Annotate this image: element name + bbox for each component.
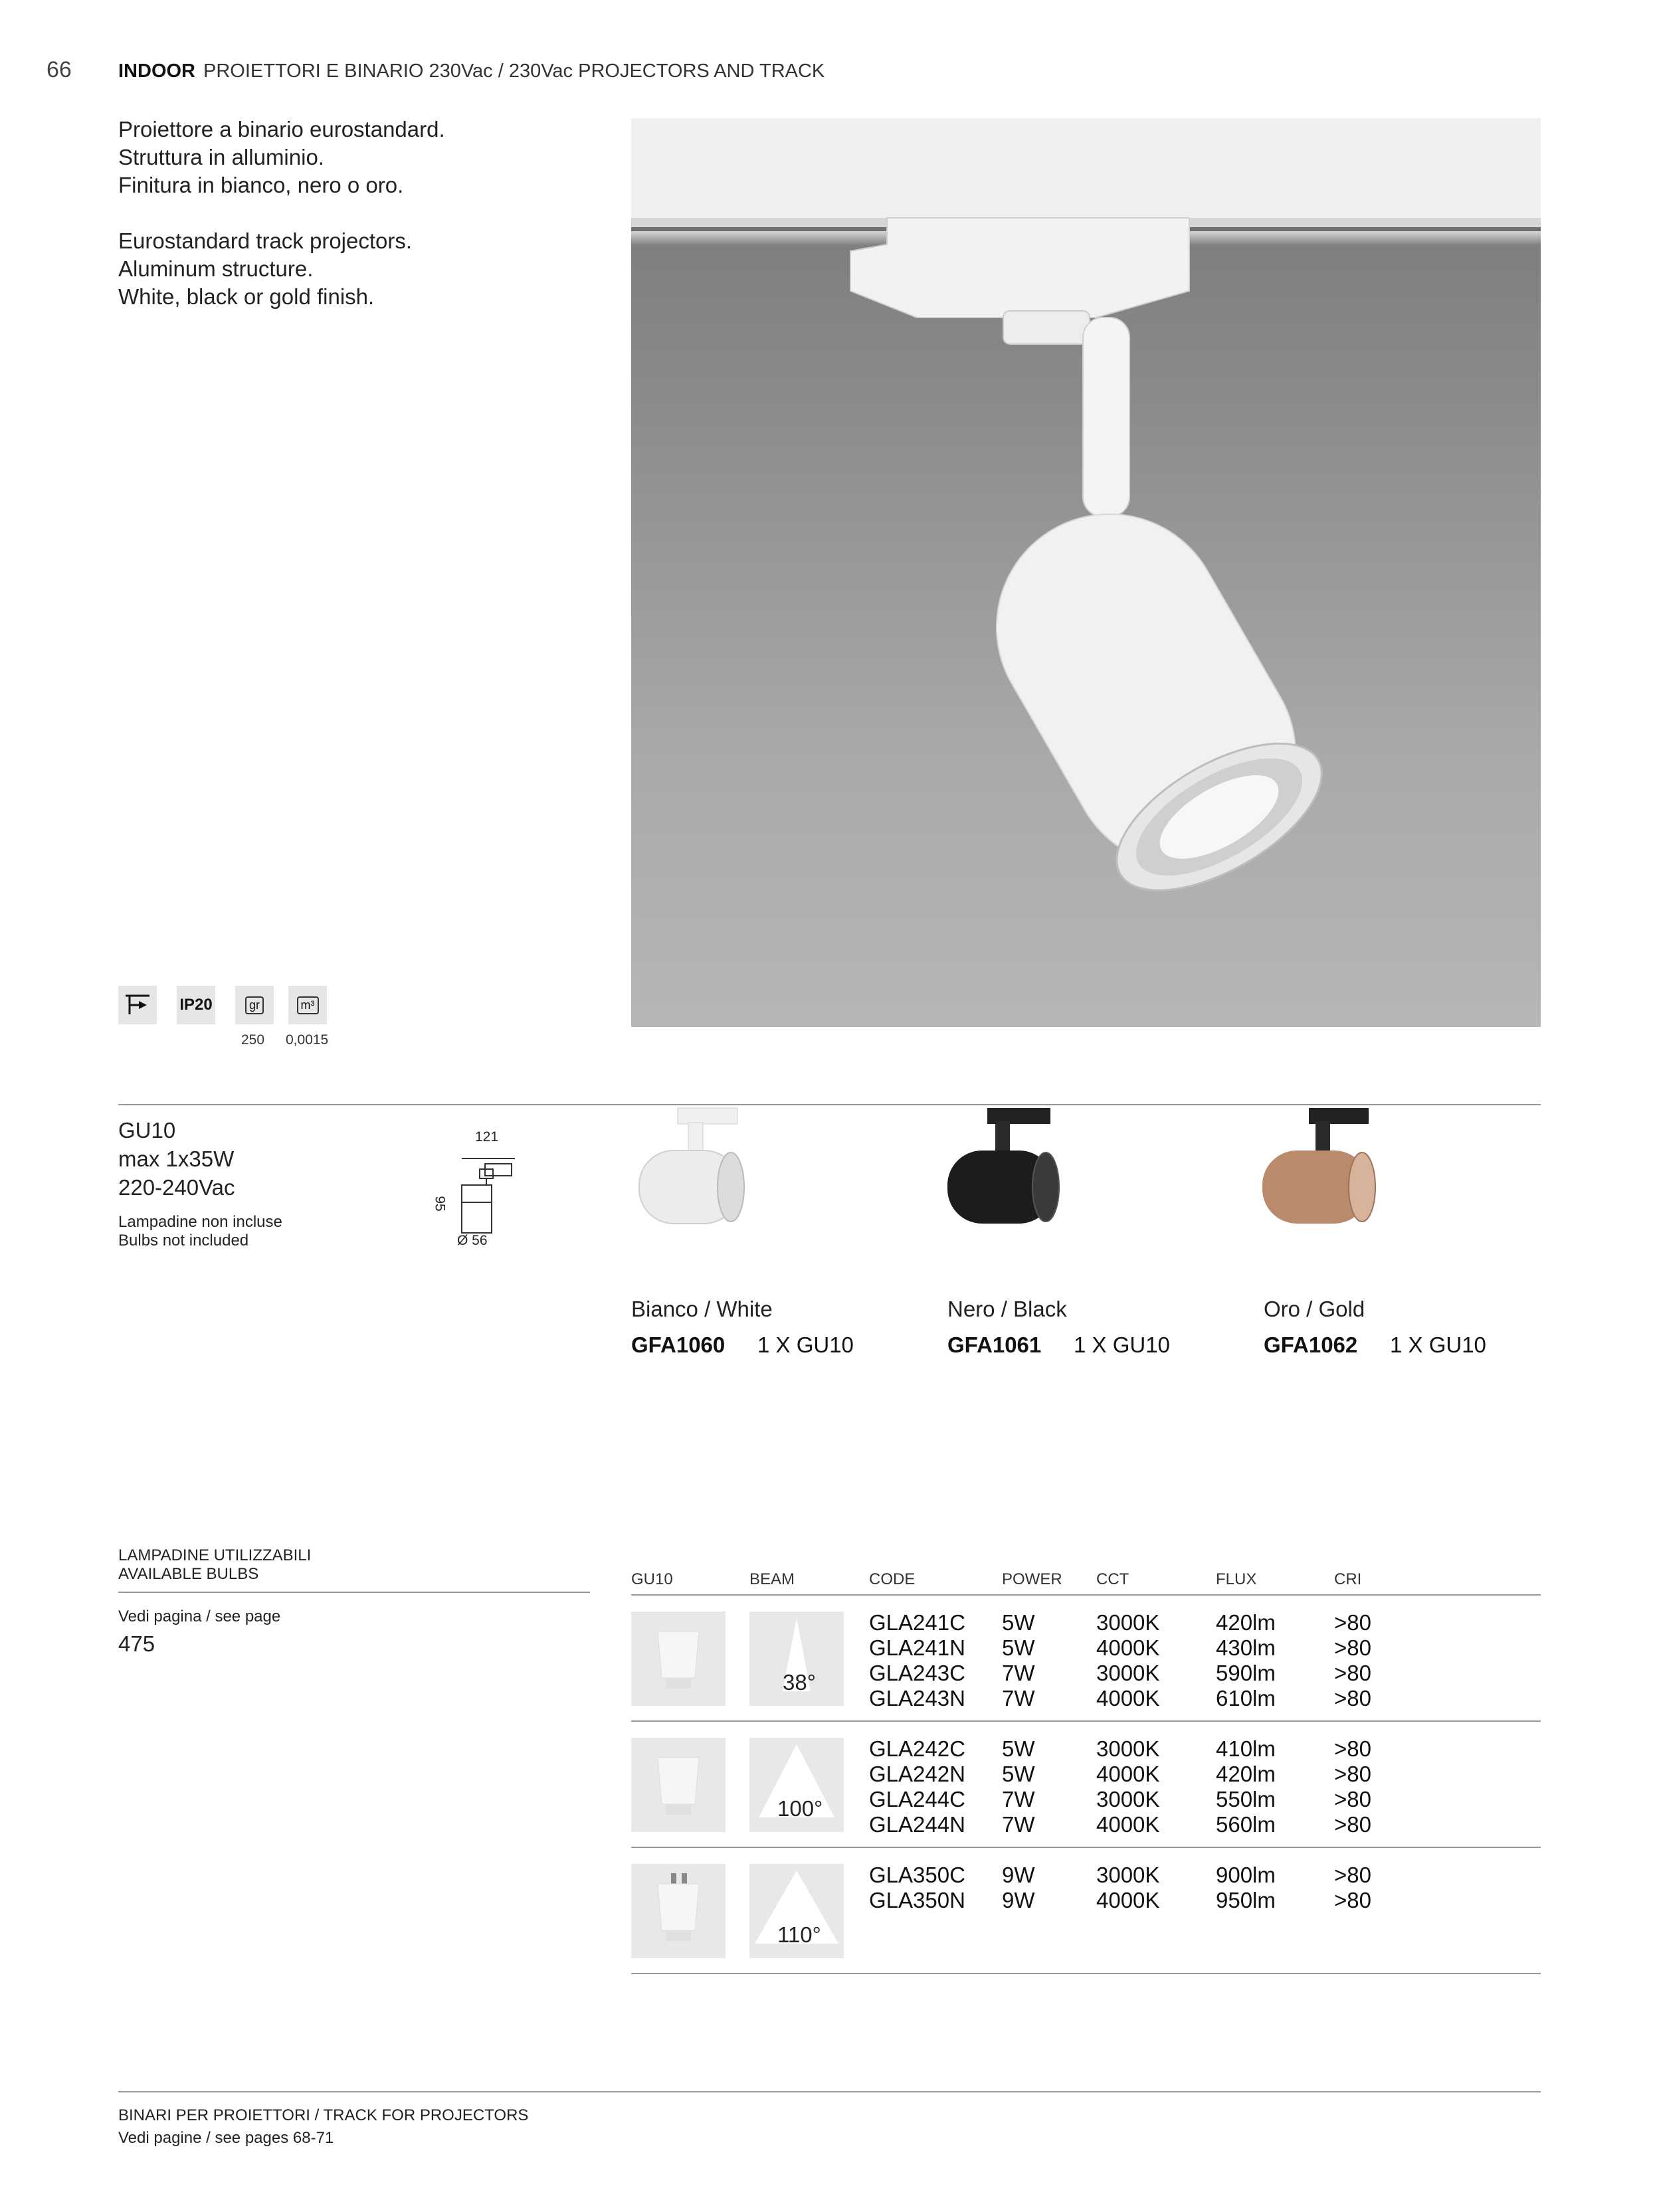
bulb-code: GLA244N [869,1812,965,1837]
weight-value: 250 [241,1032,265,1048]
bulb-cri: >80 [1334,1787,1371,1811]
bulb-power: 5W [1002,1736,1035,1761]
variant-finish: Oro / Gold [1264,1297,1365,1321]
desc-it-line: Proiettore a binario eurostandard. [118,117,445,141]
bulb-cct: 4000K [1096,1812,1160,1837]
bulb-code: GLA241C [869,1610,965,1635]
variant-code-row [947,1333,1170,1358]
bulb-power: 5W [1002,1762,1035,1786]
col-header-code: CODE [869,1570,916,1588]
product-hero-image [631,118,1541,1027]
dim-height: 95 [432,1196,448,1212]
bulb-powers [1002,1863,1035,1913]
bulb-cri: >80 [1334,1812,1371,1837]
header-subtitle: PROIETTORI E BINARIO 230Vac / 230Vac PROJECTORS AND TRACK [203,60,825,82]
bulb-codes [869,1736,965,1837]
bulb-cri: >80 [1334,1661,1371,1685]
bulb-fluxes [1216,1863,1276,1913]
spec-line: 220-240Vac [118,1175,235,1200]
bulb-code: GLA350N [869,1888,965,1912]
spec-line: GU10 [118,1118,176,1143]
bulb-flux: 900lm [1216,1863,1276,1887]
spec-line: max 1x35W [118,1147,235,1171]
bulbs-left-rule [118,1592,590,1593]
see-page-label: Vedi pagina / see page [118,1608,281,1625]
col-header-beam: BEAM [749,1570,795,1588]
bulb-flux: 950lm [1216,1888,1276,1912]
desc-en-line: Eurostandard track projectors. [118,229,413,253]
bulb-ccts [1096,1610,1159,1711]
bulb-flux: 610lm [1216,1686,1276,1710]
desc-it-line: Struttura in alluminio. [118,145,324,169]
variant-thumbnail-white [631,1104,764,1237]
lamp-spec: 1 X GU10 [1390,1333,1486,1357]
bulb-power: 7W [1002,1661,1035,1685]
bulb-cct: 3000K [1096,1787,1160,1811]
table-bottom-rule [631,1973,1541,1974]
bulb-note-line: Bulbs not included [118,1232,249,1249]
col-header-flux: FLUX [1216,1570,1257,1588]
bulb-power: 7W [1002,1812,1035,1837]
volume-unit: m³ [297,996,319,1014]
bulb-image-tile [631,1612,726,1706]
variant-code-row [1264,1333,1486,1358]
bulb-cri: >80 [1334,1610,1371,1635]
bulb-cct: 3000K [1096,1736,1160,1761]
footer-title: BINARI PER PROIETTORI / TRACK FOR PROJECTORS [118,2106,529,2124]
bulb-code: GLA243N [869,1686,965,1710]
col-header-cri: CRI [1334,1570,1362,1588]
bulb-fluxes [1216,1736,1276,1837]
bulb-cct: 3000K [1096,1661,1160,1685]
bulb-flux: 550lm [1216,1787,1276,1811]
beam-angle-label: 100° [777,1796,823,1821]
bulb-cris [1334,1736,1371,1837]
bulb-cri: >80 [1334,1686,1371,1710]
bulb-powers [1002,1610,1035,1711]
bulb-power: 9W [1002,1863,1035,1887]
desc-it-line: Finitura in bianco, nero o oro. [118,173,404,197]
weight-icon [235,986,274,1024]
variant-finish: Bianco / White [631,1297,773,1321]
footer-rule [118,2091,1541,2092]
bulb-cri: >80 [1334,1635,1371,1660]
bulb-note [118,1213,282,1250]
bulb-cri: >80 [1334,1888,1371,1912]
bulb-image-tile [631,1738,726,1832]
volume-value: 0,0015 [286,1032,329,1048]
dim-width: 121 [475,1129,499,1145]
bulb-note-line: Lampadine non incluse [118,1213,282,1231]
electrical-spec [118,1116,235,1202]
bulb-ccts [1096,1736,1159,1837]
product-description [118,116,445,339]
bulb-flux: 410lm [1216,1736,1276,1761]
dimension-drawing [432,1129,525,1255]
bulb-code: GLA350C [869,1863,965,1887]
bulb-power: 5W [1002,1635,1035,1660]
table-header-rule [631,1594,1541,1596]
desc-en-line: Aluminum structure. [118,256,314,281]
volume-icon [288,986,327,1024]
bulb-code: GLA244C [869,1787,965,1811]
bulb-flux: 430lm [1216,1635,1276,1660]
bulb-cri: >80 [1334,1863,1371,1887]
bulb-cris [1334,1610,1371,1711]
beam-angle-label: 110° [777,1922,821,1947]
bulb-fluxes [1216,1610,1276,1711]
dim-diameter: Ø 56 [457,1233,488,1248]
bulb-image-tile [631,1864,726,1958]
col-header-cct: CCT [1096,1570,1129,1588]
bulb-cct: 4000K [1096,1635,1160,1660]
bulb-ccts [1096,1863,1159,1913]
group-divider [631,1847,1541,1848]
bulb-powers [1002,1736,1035,1837]
product-code: GFA1060 [631,1333,726,1357]
bulb-power: 9W [1002,1888,1035,1912]
col-header-gu10: GU10 [631,1570,673,1588]
bulb-cct: 4000K [1096,1888,1160,1912]
bulb-cct: 4000K [1096,1686,1160,1710]
bulb-code: GLA242C [869,1736,965,1761]
col-header-power: POWER [1002,1570,1062,1588]
bulb-code: GLA243C [869,1661,965,1685]
description-italian [118,116,445,199]
bulb-cct: 4000K [1096,1762,1160,1786]
bulb-flux: 590lm [1216,1661,1276,1685]
section-label: INDOOR [118,60,195,82]
variant-thumbnail-gold [1262,1104,1395,1237]
bulb-cri: >80 [1334,1736,1371,1761]
page-header [47,57,825,83]
lamp-spec: 1 X GU10 [757,1333,854,1357]
product-code: GFA1062 [1264,1333,1358,1357]
bulb-power: 7W [1002,1787,1035,1811]
bulbs-heading-line: AVAILABLE BULBS [118,1565,259,1583]
bulb-power: 5W [1002,1610,1035,1635]
desc-en-line: White, black or gold finish. [118,284,375,309]
bulb-flux: 420lm [1216,1762,1276,1786]
product-code: GFA1061 [947,1333,1042,1357]
bulb-cct: 3000K [1096,1610,1160,1635]
ip-rating-badge: IP20 [177,986,215,1024]
weight-unit: gr [245,996,264,1014]
bulb-cct: 3000K [1096,1863,1160,1887]
footer-see-pages: Vedi pagine / see pages 68-71 [118,2129,334,2147]
bulb-flux: 560lm [1216,1812,1276,1837]
bulb-cri: >80 [1334,1762,1371,1786]
variant-code-row [631,1333,854,1358]
bulb-power: 7W [1002,1686,1035,1710]
track-spotlight-illustration [631,118,1541,1027]
bulb-cris [1334,1863,1371,1913]
bulb-flux: 420lm [1216,1610,1276,1635]
bulb-code: GLA242N [869,1762,965,1786]
bulb-codes [869,1863,965,1913]
footer-track-reference [118,2104,528,2150]
track-mount-icon [118,986,157,1024]
group-divider [631,1720,1541,1722]
variant-finish: Nero / Black [947,1297,1067,1321]
bulb-code: GLA241N [869,1635,965,1660]
page-number: 66 [47,57,72,82]
variant-thumbnail-black [947,1104,1080,1237]
see-page-number: 475 [118,1631,155,1656]
bulb-codes [869,1610,965,1711]
beam-angle-label: 38° [783,1670,816,1695]
bulbs-heading-line: LAMPADINE UTILIZZABILI [118,1546,312,1564]
description-english [118,227,445,311]
available-bulbs-heading [118,1546,311,1584]
lamp-spec: 1 X GU10 [1074,1333,1170,1357]
